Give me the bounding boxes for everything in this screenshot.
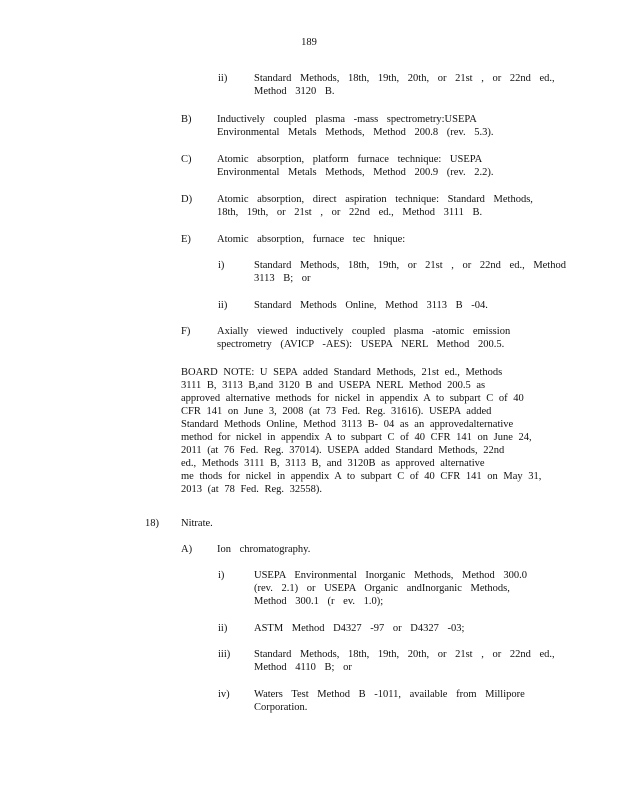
item-label: F) <box>181 326 191 337</box>
item-label: E) <box>181 234 191 245</box>
board-note: BOARD NOTE: U SEPA added Standard Methods, 21st ed., Methods 3111 B, 3113 B,and 3120 B and USEPA NERL Method 200.5 as approved alternative methods for nickel in appendix A to subpart C of 40 CFR 141 on June 3, 2008 (at 73 Fed. Reg. 31616). USEPA added Standard Methods Online, Method 3113 B- 04 as an approvedalternative method for nickel in appendix A to subpart C of 40 CFR 141 on June 24, 2011 (at 76 Fed. Reg. 37014). USEPA added Standard Methods, 22nd ed., Methods 3111 B, 3113 B, and 3120B as approved alternative me thods for nickel in appendix A to subpart C of 40 CFR 141 on May 31, 2013 (at 78 Fed. Reg. 32558). <box>181 367 542 495</box>
item-label: ii) <box>218 623 228 634</box>
item-text: ASTM Method D4327 -97 or D4327 -03; <box>254 623 465 634</box>
section-label: 18) <box>145 518 159 529</box>
page-number: 189 <box>301 37 317 48</box>
item-text: Atomic absorption, direct aspiration technique: Standard Methods, 18th, 19th, or 21st , or 22nd ed., Method 3111 B. <box>217 194 533 218</box>
item-label: D) <box>181 194 193 205</box>
item-label: iv) <box>218 689 230 700</box>
item-text: Standard Methods, 18th, 19th, 20th, or 21st , or 22nd ed., Method 4110 B; or <box>254 649 555 673</box>
item-text: Standard Methods, 18th, 19th, 20th, or 21st , or 22nd ed., Method 3120 B. <box>254 73 555 97</box>
section-title: Nitrate. <box>181 518 213 529</box>
item-text: Waters Test Method B -1011, available from Millipore Corporation. <box>254 689 525 713</box>
item-text: Atomic absorption, furnace tec hnique: <box>217 234 406 245</box>
item-label: iii) <box>218 649 231 660</box>
item-label: A) <box>181 544 193 555</box>
item-text: Standard Methods, 18th, 19th, or 21st , or 22nd ed., Method 3113 B; or <box>254 260 566 284</box>
item-label: i) <box>218 260 225 271</box>
item-label: i) <box>218 570 225 581</box>
item-label: ii) <box>218 300 228 311</box>
item-label: C) <box>181 154 192 165</box>
item-text: Axially viewed inductively coupled plasma -atomic emission spectrometry (AVICP -AES): USEPA NERL Method 200.5. <box>217 326 511 350</box>
item-text: Ion chromatography. <box>217 544 311 555</box>
item-label: B) <box>181 114 192 125</box>
item-text: Standard Methods Online, Method 3113 B -04. <box>254 300 488 311</box>
item-text: Inductively coupled plasma -mass spectrometry:USEPA Environmental Metals Methods, Method 200.8 (rev. 5.3). <box>217 114 494 138</box>
item-text: USEPA Environmental Inorganic Methods, Method 300.0 (rev. 2.1) or USEPA Organic andInorganic Methods, Method 300.1 (r ev. 1.0); <box>254 570 527 607</box>
item-label: ii) <box>218 73 228 84</box>
item-text: Atomic absorption, platform furnace technique: USEPA Environmental Metals Methods, Method 200.9 (rev. 2.2). <box>217 154 494 178</box>
